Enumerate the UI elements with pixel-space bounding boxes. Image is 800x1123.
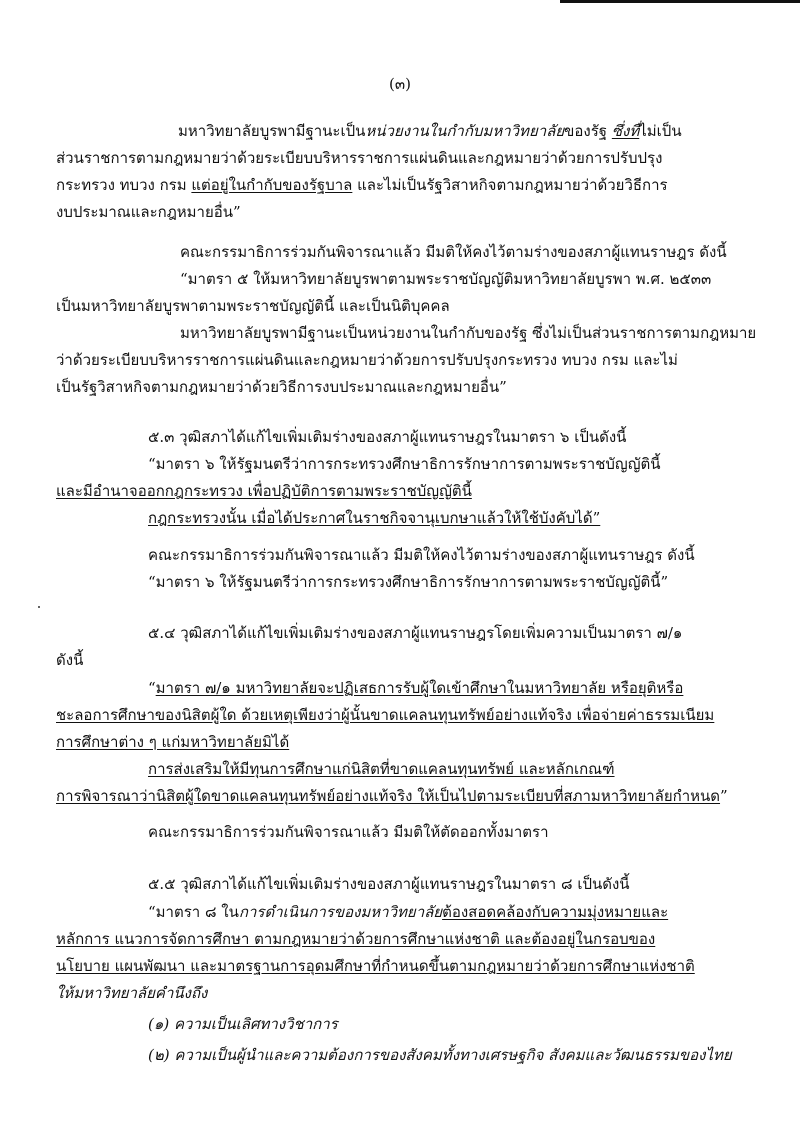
- scan-edge-line: [560, 0, 800, 3]
- paragraph-line: การพิจารณาว่านิสิตผู้ใดขาดแคลนทุนทรัพย์อย่างแท้จริง ให้เป็นไปตามระเบียบที่สภามหาวิทยาลัยกำหนด”: [56, 787, 728, 805]
- paragraph-line: มหาวิทยาลัยบูรพามีฐานะเป็นหน่วยงานในกำกับของรัฐ ซึ่งไม่เป็นส่วนราชการตามกฎหมาย: [180, 324, 757, 342]
- handwritten-insert: (๒) ความเป็นผู้นำและความต้องการของสังคมทั้งทางเศรษฐกิจ สังคมและวัฒนธรรมของไทย: [148, 1046, 732, 1064]
- underlined-text: ต้องสอดคล้องกับความมุ่งหมายและ: [442, 903, 669, 921]
- paragraph-line: ส่วนราชการตามกฎหมายว่าด้วยระเบียบบริหารราชการแผ่นดินและกฎหมายว่าด้วยการปรับปรุง: [56, 149, 663, 167]
- paragraph-line: กระทรวง ทบวง กรม แต่อยู่ในกำกับของรัฐบาล และไม่เป็นรัฐวิสาหกิจตามกฎหมายว่าด้วยวิธีการ: [56, 176, 668, 194]
- paragraph-line: ดังนี้: [56, 651, 84, 669]
- underlined-text: หลักการ แนวการจัดการศึกษา ตามกฎหมายว่าด้วยการศึกษาแห่งชาติ และต้องอยู่ในกรอบของ: [56, 930, 656, 948]
- paragraph-line: “มาตรา ๖ ให้รัฐมนตรีว่าการกระทรวงศึกษาธิการรักษาการตามพระราชบัญญัตินี้”: [148, 573, 669, 591]
- page-number: (๓): [389, 75, 411, 93]
- paragraph-line: คณะกรรมาธิการร่วมกันพิจารณาแล้ว มีมติให้คงไว้ตามร่างของสภาผู้แทนราษฎร ดังนี้: [148, 546, 695, 564]
- paragraph-line: เป็นรัฐวิสาหกิจตามกฎหมายว่าด้วยวิธีการงบประมาณและกฎหมายอื่น”: [56, 378, 507, 396]
- section-heading: ๕.๕ วุฒิสภาได้แก้ไขเพิ่มเติมร่างของสภาผู้แทนราษฎรในมาตรา ๘ เป็นดังนี้: [148, 875, 630, 893]
- underlined-text: กฎกระทรวงนั้น เมื่อได้ประกาศในราชกิจจานุเบกษาแล้วให้ใช้บังคับได้”: [148, 509, 601, 527]
- underlined-text: การศึกษาต่าง ๆ แก่มหาวิทยาลัยมิได้: [56, 733, 290, 751]
- underlined-text: การพิจารณาว่านิสิตผู้ใดขาดแคลนทุนทรัพย์อย่างแท้จริง ให้เป็นไปตามระเบียบที่สภามหาวิทยาลัยกำหนด: [56, 787, 721, 805]
- paragraph-line: มหาวิทยาลัยบูรพามีฐานะเป็นหน่วยงานในกำกับมหาวิทยาลัยของรัฐ ซึ่งที่ไม่เป็น: [178, 122, 682, 140]
- paragraph-line: “มาตรา ๗/๑ มหาวิทยาลัยจะปฏิเสธการรับผู้ใดเข้าศึกษาในมหาวิทยาลัย หรือยุติหรือ: [148, 679, 684, 697]
- paragraph-line: “มาตรา ๕ ให้มหาวิทยาลัยบูรพาตามพระราชบัญญัติมหาวิทยาลัยบูรพา พ.ศ. ๒๕๓๓: [180, 270, 712, 288]
- underlined-text: มาตรา ๗/๑ มหาวิทยาลัยจะปฏิเสธการรับผู้ใดเข้าศึกษาในมหาวิทยาลัย หรือยุติหรือ: [155, 679, 684, 697]
- underlined-text: และมีอำนาจออกกฎกระทรวง เพื่อปฏิบัติการตามพระราชบัญญัตินี้: [56, 482, 472, 500]
- paragraph-line: “มาตรา ๘ ในการดำเนินการของมหาวิทยาลัยต้องสอดคล้องกับความมุ่งหมายและ: [148, 903, 669, 921]
- paragraph-line: คณะกรรมาธิการร่วมกันพิจารณาแล้ว มีมติให้คงไว้ตามร่างของสภาผู้แทนราษฎร ดังนี้: [180, 243, 727, 261]
- paragraph-line: คณะกรรมาธิการร่วมกันพิจารณาแล้ว มีมติให้ตัดออกทั้งมาตรา: [148, 823, 549, 841]
- section-heading: ๕.๓ วุฒิสภาได้แก้ไขเพิ่มเติมร่างของสภาผู้แทนราษฎรในมาตรา ๖ เป็นดังนี้: [148, 428, 627, 446]
- section-heading: ๕.๔ วุฒิสภาได้แก้ไขเพิ่มเติมร่างของสภาผู้แทนราษฎรโดยเพิ่มความเป็นมาตรา ๗/๑: [148, 624, 683, 642]
- paragraph-line: “มาตรา ๖ ให้รัฐมนตรีว่าการกระทรวงศึกษาธิการรักษาการตามพระราชบัญญัตินี้: [148, 455, 661, 473]
- underlined-text: ชะลอการศึกษาของนิสิตผู้ใด ด้วยเหตุเพียงว่าผู้นั้นขาดแคลนทุนทรัพย์อย่างแท้จริง เพื่อจ่ายค่าธรรมเนียม: [56, 706, 715, 724]
- paragraph-line: เป็นมหาวิทยาลัยบูรพาตามพระราชบัญญัตินี้ และเป็นนิติบุคคล: [56, 297, 450, 315]
- handwritten-insert: การดำเนินการของมหาวิทยาลัย: [238, 903, 443, 921]
- scan-speck: [38, 606, 40, 608]
- underlined-text: การส่งเสริมให้มีทุนการศึกษาแก่นิสิตที่ขาดแคลนทุนทรัพย์ และหลักเกณฑ์: [148, 760, 615, 778]
- handwritten-insert: ให้มหาวิทยาลัยคำนึงถึง: [56, 984, 208, 1002]
- handwritten-insert: (๑) ความเป็นเลิศทางวิชาการ: [148, 1015, 338, 1033]
- struck-text: ซึ่งที่: [611, 122, 640, 140]
- paragraph-line: ว่าด้วยระเบียบบริหารราชการแผ่นดินและกฎหมายว่าด้วยการปรับปรุงกระทรวง ทบวง กรม และไม่: [56, 351, 678, 369]
- underlined-text: แต่อยู่ในกำกับของรัฐบาล: [191, 176, 353, 194]
- underlined-text: นโยบาย แผนพัฒนา และมาตรฐานการอุดมศึกษาที่กำหนดขึ้นตามกฎหมายว่าด้วยการศึกษาแห่งชาติ: [56, 957, 695, 975]
- paragraph-line: งบประมาณและกฎหมายอื่น”: [56, 203, 241, 221]
- handwritten-insert: หน่วยงานในกำกับมหาวิทยาลัย: [365, 122, 565, 140]
